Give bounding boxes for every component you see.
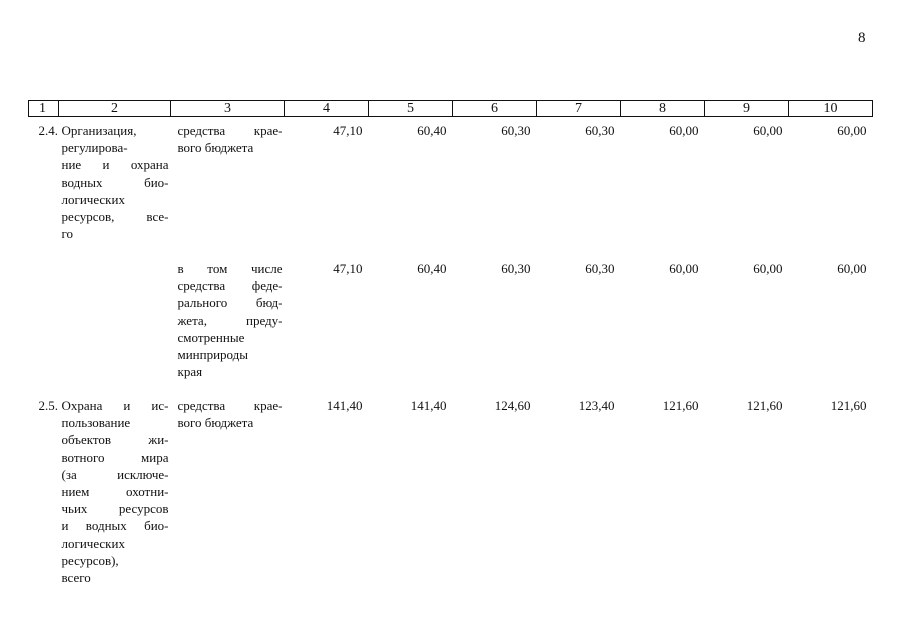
row-source xyxy=(171,117,285,256)
row-name-line: водных био- xyxy=(61,174,169,190)
header-cell-9: 9 xyxy=(705,101,789,117)
value-cell: 47,10 xyxy=(333,261,363,276)
header-cell-6: 6 xyxy=(453,101,537,117)
row-name-line: регулирова- xyxy=(61,140,128,156)
row-name-line: вотного мира xyxy=(61,449,169,465)
row-number xyxy=(29,255,59,393)
row-name-line: ние и охрана xyxy=(61,157,169,173)
header-cell-10: 10 xyxy=(789,101,873,117)
row-source-line: края xyxy=(177,364,203,380)
row-name-line: ресурсов, все- xyxy=(61,209,169,225)
row-name-line: Охрана и ис- xyxy=(61,398,169,413)
header-cell-4: 4 xyxy=(285,101,369,117)
row-source-line: вого бюджета xyxy=(177,415,254,431)
row-source xyxy=(171,255,285,393)
value-cell: 121,60 xyxy=(662,398,699,413)
value-cell: 60,30 xyxy=(501,261,531,276)
row-name-line: и водных био- xyxy=(61,518,169,534)
row-source-line: средства крае- xyxy=(177,123,283,138)
value-cell: 121,60 xyxy=(746,398,783,413)
row-source-line: рального бюд- xyxy=(177,295,283,311)
table-header-row xyxy=(29,101,873,117)
row-name-line: чьих ресурсов xyxy=(61,501,169,517)
table-row xyxy=(29,117,873,256)
row-name-line: (за исключе- xyxy=(61,466,169,482)
row-source-line: жета, преду- xyxy=(177,312,283,328)
row-name-line: го xyxy=(61,226,74,242)
value-cell: 60,00 xyxy=(837,261,867,276)
value-cell: 124,60 xyxy=(494,398,531,413)
value-cell: 60,30 xyxy=(501,123,531,138)
value-cell: 60,00 xyxy=(669,123,699,138)
value-cell: 60,00 xyxy=(837,123,867,138)
row-name-line: логических xyxy=(61,191,125,207)
row-source-line: в том числе xyxy=(177,261,283,276)
row-source-line: смотренные xyxy=(177,329,245,345)
row-source-line: средства феде- xyxy=(177,278,283,294)
header-cell-8: 8 xyxy=(621,101,705,117)
row-name-line: ресурсов), xyxy=(61,552,119,568)
row-name-line: всего xyxy=(61,570,91,586)
row-name xyxy=(59,255,171,393)
row-name-line: пользование xyxy=(61,415,131,431)
row-source xyxy=(171,393,285,586)
value-cell: 47,10 xyxy=(333,123,363,138)
value-cell: 60,30 xyxy=(585,261,615,276)
row-name-line: нием охотни- xyxy=(61,484,169,500)
page-number: 8 xyxy=(858,30,866,46)
header-cell-2: 2 xyxy=(59,101,171,117)
header-cell-3: 3 xyxy=(171,101,285,117)
value-cell: 141,40 xyxy=(410,398,447,413)
table-row xyxy=(29,393,873,586)
budget-table xyxy=(28,100,873,586)
row-name xyxy=(59,117,171,256)
value-cell: 121,60 xyxy=(830,398,867,413)
header-cell-1: 1 xyxy=(29,101,59,117)
value-cell: 60,00 xyxy=(753,123,783,138)
row-source-line: вого бюджета xyxy=(177,140,254,156)
row-name-line: объектов жи- xyxy=(61,432,169,448)
value-cell: 60,40 xyxy=(417,123,447,138)
row-name-line: логических xyxy=(61,535,125,551)
row-source-line: минприроды xyxy=(177,347,249,363)
value-cell: 123,40 xyxy=(578,398,615,413)
value-cell: 60,00 xyxy=(669,261,699,276)
value-cell: 60,00 xyxy=(753,261,783,276)
row-source-line: средства крае- xyxy=(177,398,283,413)
row-number: 2.4. xyxy=(38,123,58,138)
row-name-line: Организация, xyxy=(61,123,137,138)
row-number: 2.5. xyxy=(38,398,58,413)
row-name xyxy=(59,393,171,586)
value-cell: 141,40 xyxy=(326,398,363,413)
header-cell-7: 7 xyxy=(537,101,621,117)
value-cell: 60,40 xyxy=(417,261,447,276)
value-cell: 60,30 xyxy=(585,123,615,138)
header-cell-5: 5 xyxy=(369,101,453,117)
table-row xyxy=(29,255,873,393)
